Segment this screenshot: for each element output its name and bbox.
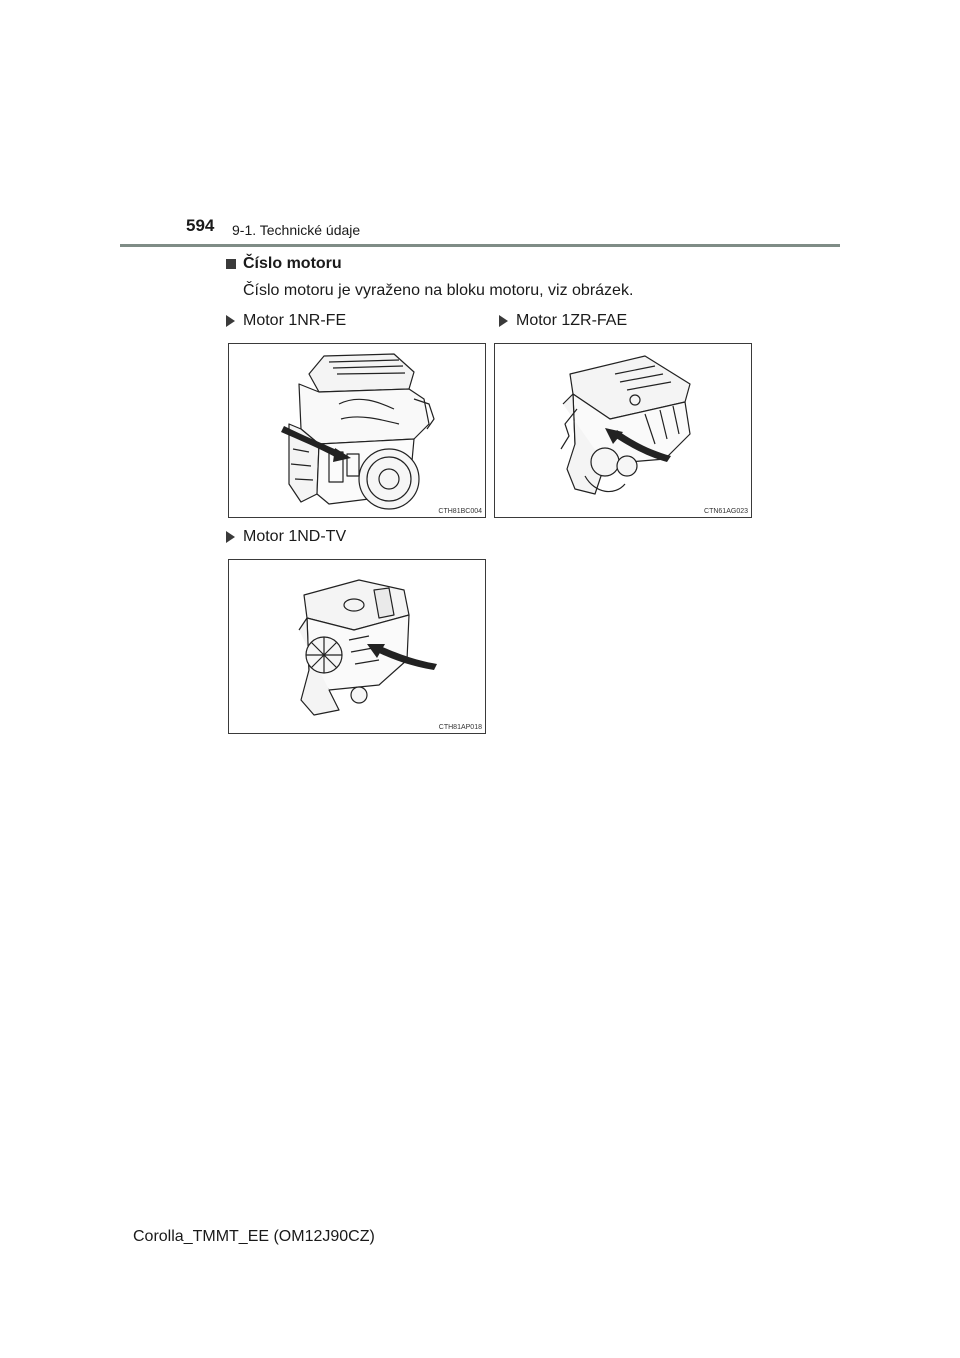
engine-figure-1nd bbox=[228, 559, 486, 734]
figure-label-text: Motor 1ND-TV bbox=[243, 528, 347, 545]
engine-1nd-illustration bbox=[229, 560, 485, 733]
figure-label-text: Motor 1ZR-FAE bbox=[516, 312, 628, 329]
figure-code: CTH81BC004 bbox=[438, 508, 482, 515]
triangle-bullet-icon bbox=[226, 315, 235, 327]
triangle-bullet-icon bbox=[499, 315, 508, 327]
engine-1nr-illustration bbox=[229, 344, 485, 517]
triangle-bullet-icon bbox=[226, 531, 235, 543]
figure-code: CTH81AP018 bbox=[438, 724, 482, 731]
square-bullet-icon bbox=[226, 259, 236, 269]
engine-figure-1zr bbox=[494, 343, 752, 518]
engine-1zr-illustration bbox=[495, 344, 751, 517]
figure-code: CTN61AG023 bbox=[704, 508, 748, 515]
heading bbox=[226, 255, 342, 273]
heading-text: Číslo motoru bbox=[243, 255, 342, 272]
header-divider bbox=[120, 244, 840, 247]
figure-label-1nr bbox=[226, 312, 346, 330]
figure-label-1nd bbox=[226, 528, 346, 546]
page-number: 594 bbox=[186, 216, 215, 235]
figure-label-text: Motor 1NR-FE bbox=[243, 312, 347, 329]
engine-figure-1nr bbox=[228, 343, 486, 518]
figure-label-1zr bbox=[499, 312, 627, 330]
body-paragraph: Číslo motoru je vyraženo na bloku motoru, viz obrázek. bbox=[243, 282, 634, 299]
section-title: 9-1. Technické údaje bbox=[232, 222, 361, 238]
footer-doc-id: Corolla_TMMT_EE (OM12J90CZ) bbox=[133, 1228, 375, 1245]
